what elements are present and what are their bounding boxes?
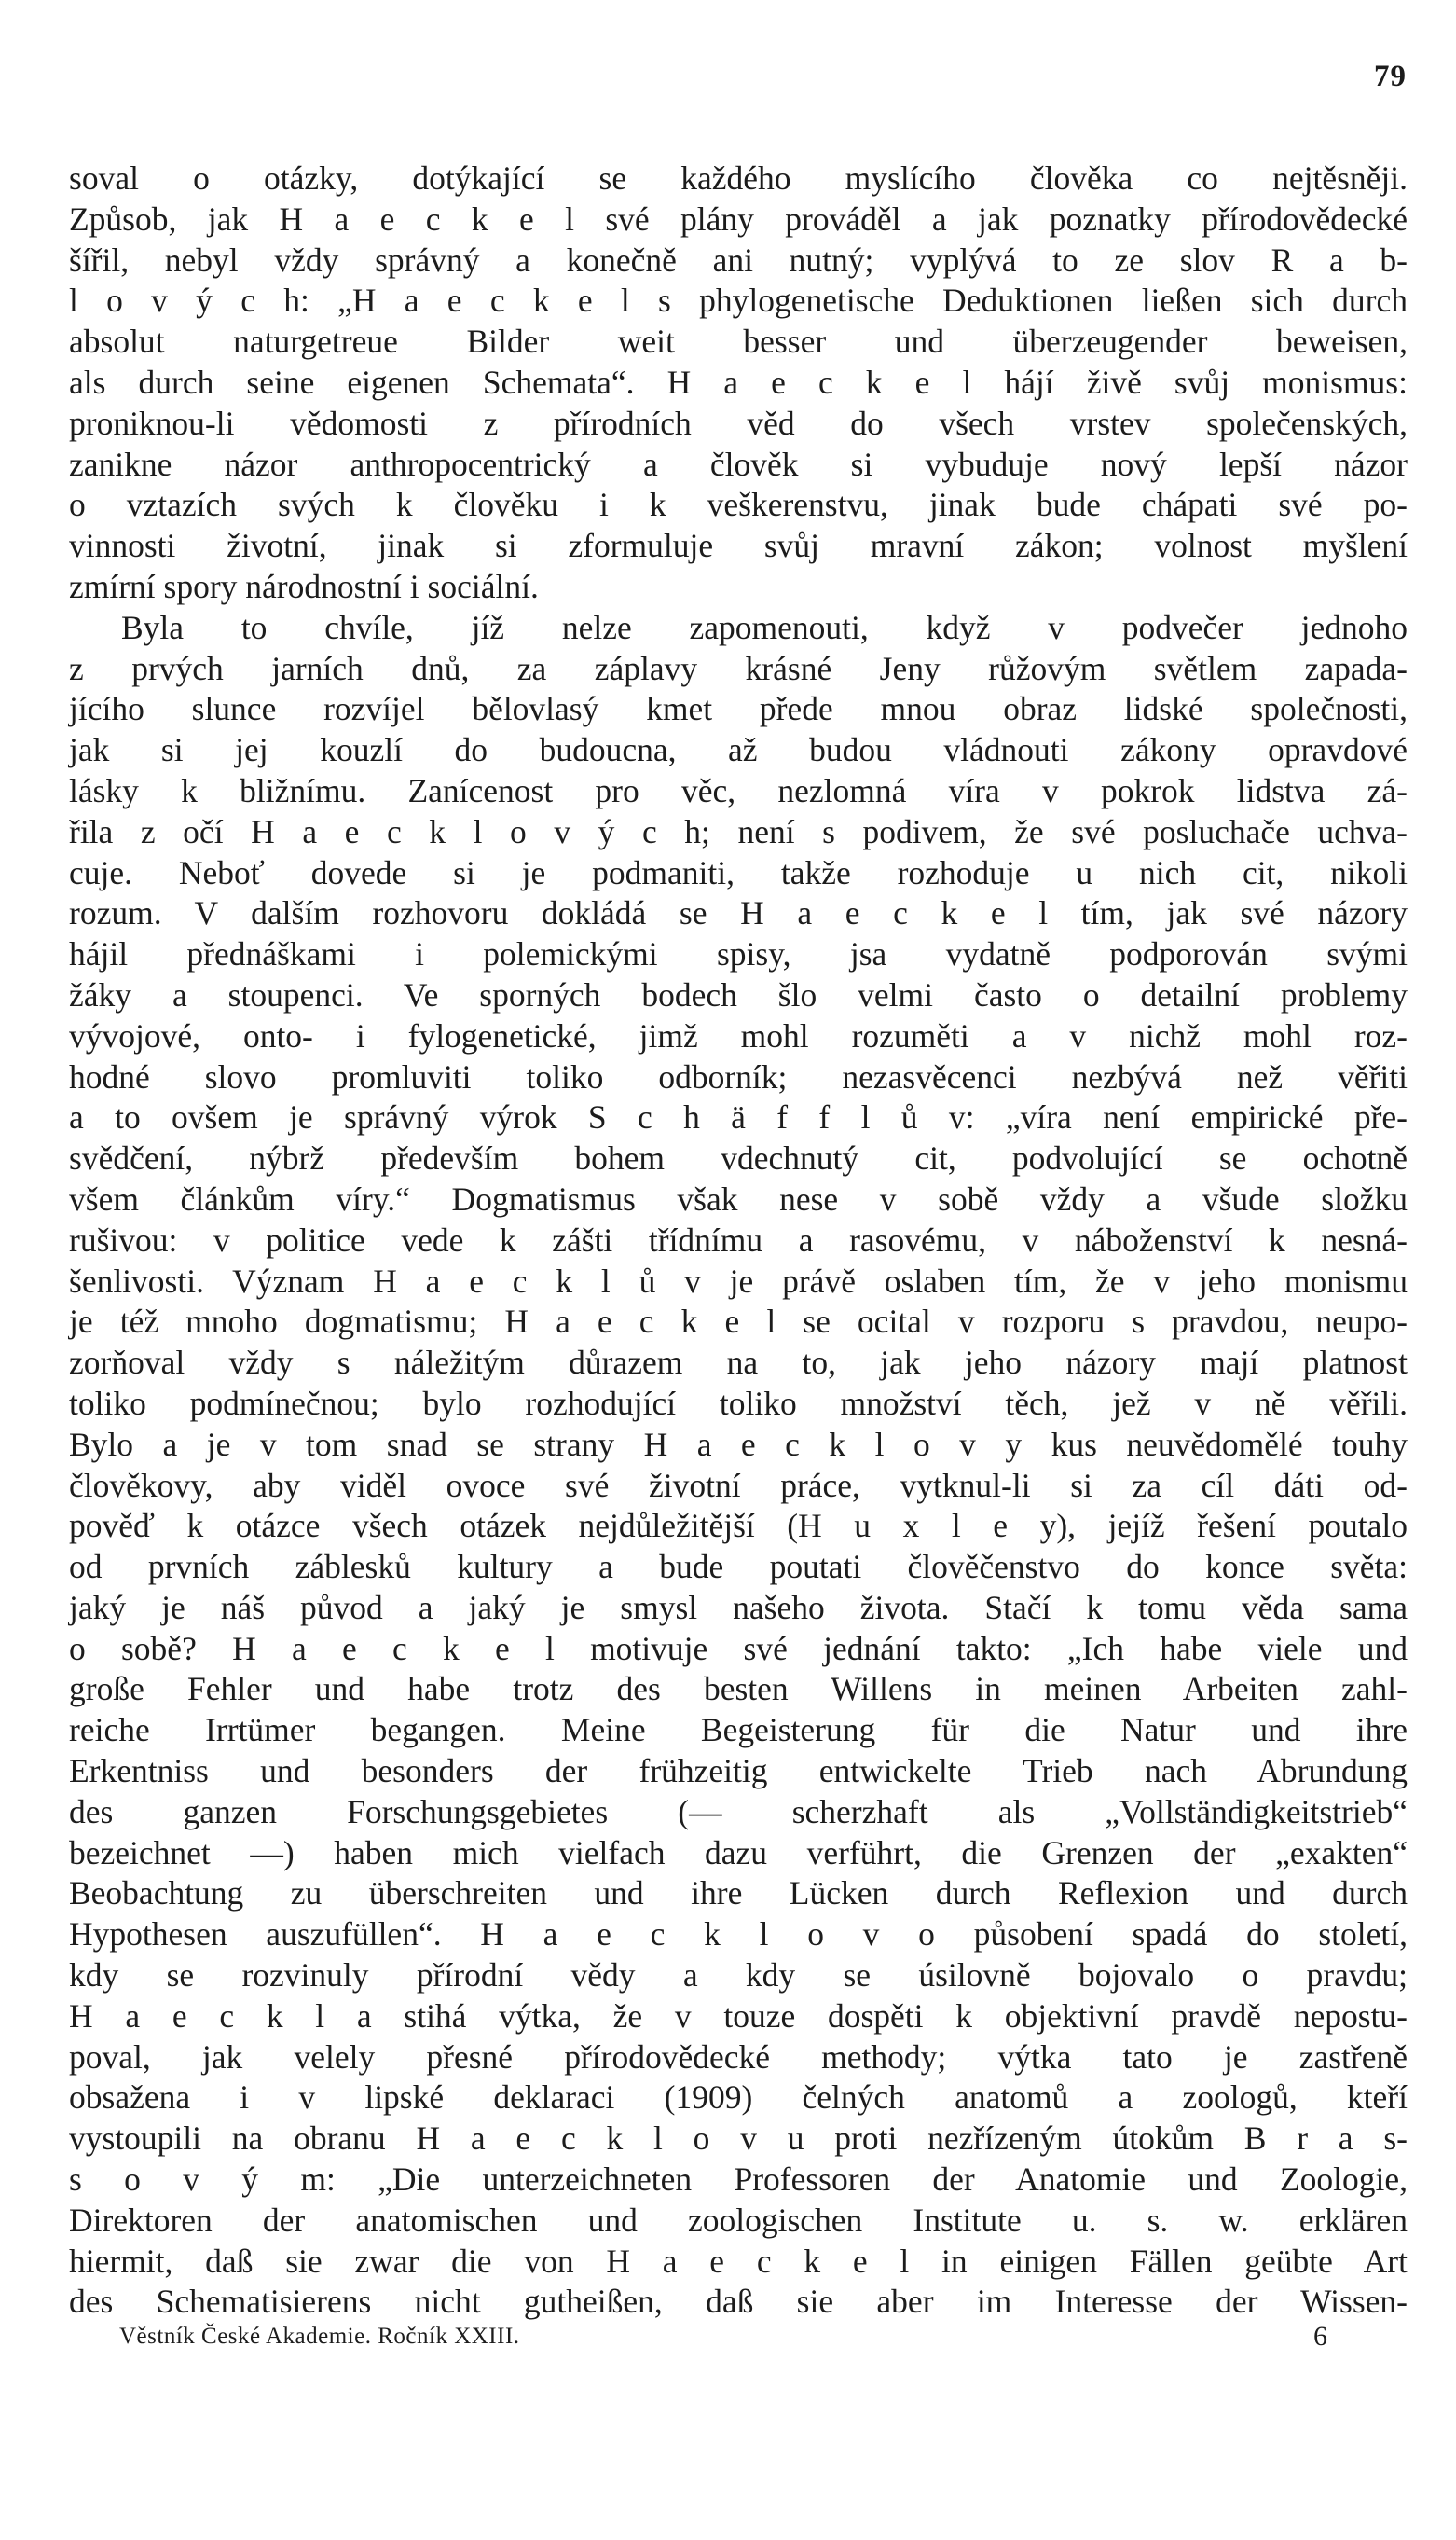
text-line: z prvých jarních dnů, za záplavy krásné Jeny růžovým světlem zapada- — [69, 649, 1408, 687]
text-line: jak si jej kouzlí do budoucna, až budou vládnouti zákony opravdové — [69, 731, 1408, 769]
text-line: cuje. Neboť dovede si je podmaniti, takže rozhoduje u nich cit, nikoli — [69, 853, 1408, 891]
text-line: Bylo a je v tom snad se strany H a e c k l o v y kus neuvědomělé touhy — [69, 1425, 1408, 1463]
text-line: des ganzen Forschungsgebietes (— scherzhaft als „Vollständigkeitstrieb“ — [69, 1792, 1408, 1830]
text-line: a to ovšem je správný výrok S c h ä f f l ů v: „víra není empirické pře- — [69, 1098, 1408, 1137]
text-line: bezeichnet —) haben mich vielfach dazu verführt, die Grenzen der „exakten“ — [69, 1833, 1408, 1871]
text-line: poval, jak velely přesné přírodovědecké methody; výtka tato je zastřeně — [69, 2037, 1408, 2076]
text-line: rušivou: v politice vede k zášti třídnímu a rasovému, v náboženství k nesná- — [69, 1221, 1408, 1259]
text-line: žáky a stoupenci. Ve sporných bodech šlo velmi často o detailní problemy — [69, 975, 1408, 1014]
text-line: od prvních záblesků kultury a bude poutati člověčenstvo do konce světa: — [69, 1548, 1408, 1586]
text-line: šířil, nebyl vždy správný a konečně ani nutný; vyplývá to ze slov R a b- — [69, 241, 1408, 279]
text-line: jícího slunce rozvíjel bělovlasý kmet přede mnou obraz lidské společnosti, — [69, 690, 1408, 728]
text-line: všem článkům víry.“ Dogmatismus však nese v sobě vždy a všude složku — [69, 1180, 1408, 1218]
text-line: als durch seine eigenen Schemata“. H a e c k e l hájí živě svůj monismus: — [69, 363, 1408, 401]
text-line: hiermit, daß sie zwar die von H a e c k e l in einigen Fällen geübte Art — [69, 2242, 1408, 2280]
text-line: o sobě? H a e c k e l motivuje své jednání takto: „Ich habe viele und — [69, 1629, 1408, 1667]
text-line: obsažena i v lipské deklaraci (1909) čelných anatomů a zoologů, kteří — [69, 2078, 1408, 2117]
text-line: rozum. V dalším rozhovoru dokládá se H a e c k e l tím, jak své názory — [69, 894, 1408, 932]
text-line: H a e c k l a stihá výtka, že v touze dospěti k objektivní pravdě nepostu- — [69, 1996, 1408, 2035]
page-footer — [119, 2320, 1327, 2354]
text-line: pověď k otázce všech otázek nejdůležitější (H u x l e y), jejíž řešení poutalo — [69, 1507, 1408, 1545]
text-line: Erkentniss und besonders der frühzeitig entwickelte Trieb nach Abrundung — [69, 1752, 1408, 1790]
sheet-signature: 6 — [1313, 2321, 1327, 2352]
text-line: šenlivosti. Význam H a e c k l ů v je právě oslaben tím, že v jeho monismu — [69, 1262, 1408, 1300]
text-line: řila z očí H a e c k l o v ý c h; není s podivem, že své posluchače uchva- — [69, 812, 1408, 850]
text-line: zanikne názor anthropocentrický a člověk si vybuduje nový lepší názor — [69, 445, 1408, 483]
text-line: Byla to chvíle, jíž nelze zapomenouti, když v podvečer jednoho — [121, 608, 1408, 646]
journal-title: Věstník České Akademie. Ročník XXIII. — [119, 2324, 520, 2349]
text-line: reiche Irrtümer begangen. Meine Begeisterung für die Natur und ihre — [69, 1711, 1408, 1749]
text-line: soval o otázky, dotýkající se každého myslícího člověka co nejtěsněji. — [69, 159, 1408, 197]
text-line: s o v ý m: „Die unterzeichneten Professoren der Anatomie und Zoologie, — [69, 2160, 1408, 2199]
text-line: Způsob, jak H a e c k e l své plány prováděl a jak poznatky přírodovědecké — [69, 200, 1408, 238]
text-line: Hypothesen auszufüllen“. H a e c k l o v o působení spadá do století, — [69, 1915, 1408, 1953]
text-line: toliko podmínečnou; bylo rozhodující toliko množství těch, jež v ně věřili. — [69, 1384, 1408, 1422]
text-line: svědčení, nýbrž především bohem vdechnutý cit, podvolující se ochotně — [69, 1139, 1408, 1178]
text-line: vývojové, onto- i fylogenetické, jimž mohl rozuměti a v nichž mohl roz- — [69, 1016, 1408, 1055]
text-line: vystoupili na obranu H a e c k l o v u proti nezřízeným útokům B r a s- — [69, 2119, 1408, 2158]
text-line: zorňoval vždy s náležitým důrazem na to, jak jeho názory mají platnost — [69, 1344, 1408, 1382]
text-line: des Schematisierens nicht gutheißen, daß sie aber im Interesse der Wissen- — [69, 2283, 1408, 2321]
text-line: kdy se rozvinuly přírodní vědy a kdy se úsilovně bojovalo o pravdu; — [69, 1956, 1408, 1995]
text-line: absolut naturgetreue Bilder weit besser und überzeugender beweisen, — [69, 323, 1408, 361]
text-line: große Fehler und habe trotz des besten Willens in meinen Arbeiten zahl- — [69, 1670, 1408, 1708]
text-line: l o v ý c h: „H a e c k e l s phylogenetische Deduktionen ließen sich durch — [69, 282, 1408, 320]
text-line: zmírní spory národnostní i sociální. — [69, 567, 539, 605]
text-line: o vztazích svých k člověku i k veškerenstvu, jinak bude chápati své po- — [69, 486, 1408, 524]
text-line: Direktoren der anatomischen und zoologischen Institute u. s. w. erklären — [69, 2201, 1408, 2239]
text-line: vinnosti životní, jinak si zformuluje svůj mravní zákon; volnost myšlení — [69, 527, 1408, 565]
text-line: lásky k bližnímu. Zanícenost pro věc, nezlomná víra v pokrok lidstva zá- — [69, 771, 1408, 809]
text-line: jaký je náš původ a jaký je smysl našeho života. Stačí k tomu věda sama — [69, 1588, 1408, 1626]
page-number: 79 — [1374, 60, 1407, 93]
body-text — [69, 159, 1408, 2323]
text-line: Beobachtung zu überschreiten und ihre Lücken durch Reflexion und durch — [69, 1874, 1408, 1912]
text-line: proniknou-li vědomosti z přírodních věd do všech vrstev společenských, — [69, 404, 1408, 442]
text-line: je též mnoho dogmatismu; H a e c k e l se ocital v rozporu s pravdou, neupo- — [69, 1303, 1408, 1341]
text-line: hájil přednáškami i polemickými spisy, jsa vydatně podporován svými — [69, 935, 1408, 973]
text-line: člověkovy, aby viděl ovoce své životní práce, vytknul-li si za cíl dáti od- — [69, 1466, 1408, 1504]
text-line: hodné slovo promluviti toliko odborník; nezasvěcenci nezbývá než věřiti — [69, 1057, 1408, 1096]
